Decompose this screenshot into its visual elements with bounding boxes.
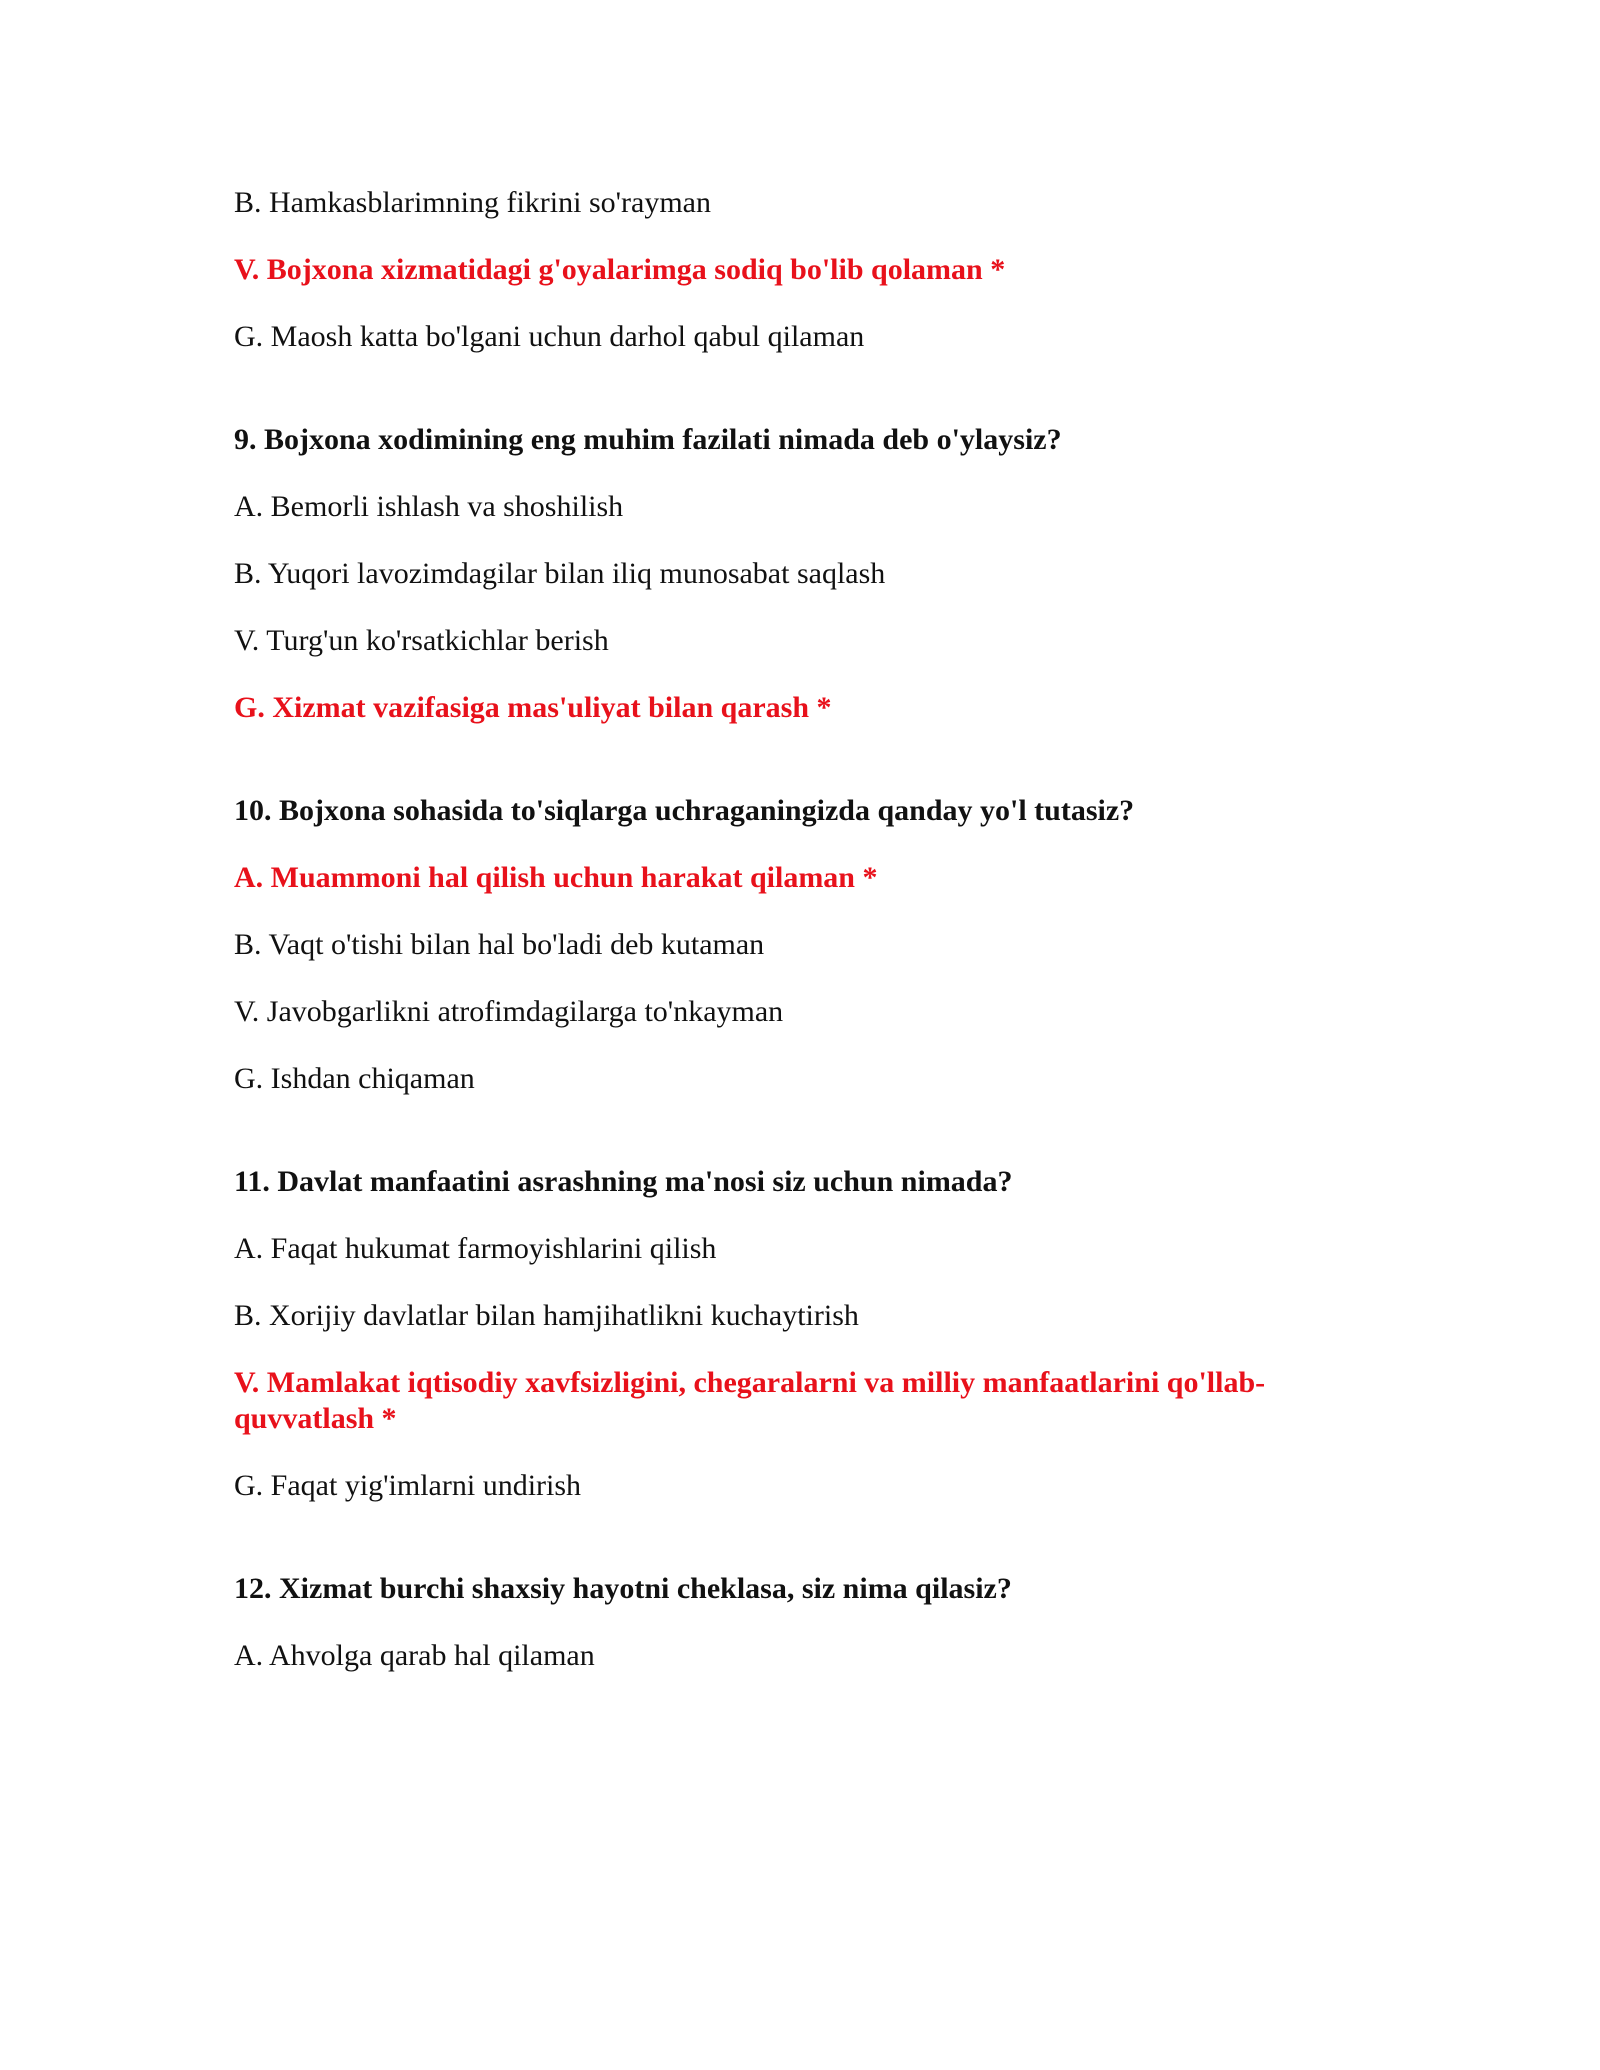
answer-option: V. Turg'un ko'rsatkichlar berish	[234, 624, 609, 657]
answer-option: G. Faqat yig'imlarni undirish	[234, 1469, 582, 1502]
question-block-9	[234, 422, 1354, 726]
answer-option: G. Maosh katta bo'lgani uchun darhol qabul qilaman	[234, 320, 865, 353]
question-text: 10. Bojxona sohasida to'siqlarga uchraganingizda qanday yo'l tutasiz?	[234, 794, 1135, 827]
question-block-11	[234, 1164, 1354, 1504]
answer-option: G. Ishdan chiqaman	[234, 1062, 475, 1095]
correct-answer-option: A. Muammoni hal qilish uchun harakat qilaman *	[234, 861, 878, 894]
question-block-8-continued	[234, 185, 1354, 355]
quiz-content	[234, 185, 1354, 1705]
answer-option: A. Ahvolga qarab hal qilaman	[234, 1639, 595, 1672]
question-text: 12. Xizmat burchi shaxsiy hayotni cheklasa, siz nima qilasiz?	[234, 1572, 1012, 1605]
answer-option: B. Xorijiy davlatlar bilan hamjihatlikni kuchaytirish	[234, 1299, 859, 1332]
correct-answer-option: G. Xizmat vazifasiga mas'uliyat bilan qarash *	[234, 691, 832, 724]
correct-answer-option: V. Mamlakat iqtisodiy xavfsizligini, chegaralarni va milliy manfaatlarini qo'llab-quvvatlash *	[234, 1366, 1266, 1435]
answer-option: B. Vaqt o'tishi bilan hal bo'ladi deb kutaman	[234, 928, 765, 961]
answer-option: B. Hamkasblarimning fikrini so'rayman	[234, 186, 711, 219]
question-text: 11. Davlat manfaatini asrashning ma'nosi siz uchun nimada?	[234, 1165, 1013, 1198]
answer-option: V. Javobgarlikni atrofimdagilarga to'nkayman	[234, 995, 784, 1028]
answer-option: B. Yuqori lavozimdagilar bilan iliq munosabat saqlash	[234, 557, 886, 590]
answer-option: A. Faqat hukumat farmoyishlarini qilish	[234, 1232, 717, 1265]
correct-answer-option: V. Bojxona xizmatidagi g'oyalarimga sodiq bo'lib qolaman *	[234, 253, 1006, 286]
question-block-10	[234, 793, 1354, 1097]
answer-option: A. Bemorli ishlash va shoshilish	[234, 490, 624, 523]
question-text: 9. Bojxona xodimining eng muhim fazilati nimada deb o'ylaysiz?	[234, 423, 1062, 456]
question-block-12	[234, 1571, 1354, 1674]
